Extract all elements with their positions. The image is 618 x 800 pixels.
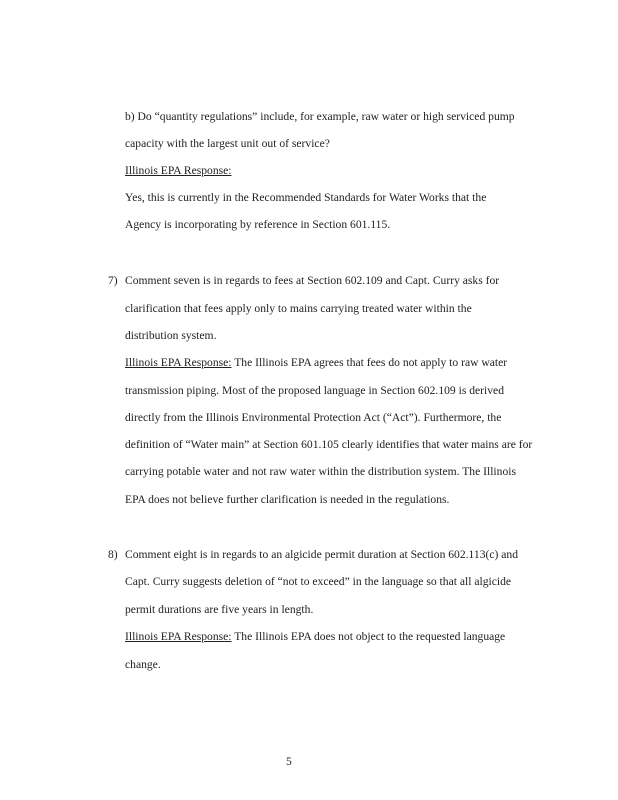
response-line: change. [125,658,161,671]
response-line: directly from the Illinois Environmental Protection Act (“Act”). Furthermore, the [125,411,502,424]
comment-line: distribution system. [125,329,217,342]
response-first-line [125,355,507,371]
comment-line: Comment seven is in regards to fees at Section 602.109 and Capt. Curry asks for [125,274,500,287]
response-line: carrying potable water and not raw water within the distribution system. The Illinois [125,465,516,478]
page-number: 5 [286,755,292,768]
response-label: Illinois EPA Response: [125,356,232,369]
response-label: Illinois EPA Response: [125,164,232,177]
comment-number: 7) [108,274,118,287]
response-line: Agency is incorporating by reference in Section 601.115. [125,218,391,231]
response-text: The Illinois EPA does not object to the requested language [231,630,506,643]
comment-line: permit durations are five years in length. [125,603,314,616]
response-line: transmission piping. Most of the proposed language in Section 602.109 is derived [125,384,505,397]
comment-line: Capt. Curry suggests deletion of “not to exceed” in the language so that all algicide [125,575,512,588]
response-text: The Illinois EPA agrees that fees do not apply to raw water [231,356,508,369]
comment-line: Comment eight is in regards to an algicide permit duration at Section 602.113(c) and [125,548,519,561]
comment-number: 8) [108,548,118,561]
item-b-line: b) Do “quantity regulations” include, for example, raw water or high serviced pump [125,110,515,123]
response-line: Yes, this is currently in the Recommended Standards for Water Works that the [125,191,487,204]
response-first-line [125,629,505,645]
response-line: EPA does not believe further clarification is needed in the regulations. [125,493,450,506]
comment-line: clarification that fees apply only to mains carrying treated water within the [125,302,472,315]
response-line: definition of “Water main” at Section 601.105 clearly identifies that water mains are for [125,438,533,451]
item-b-line: capacity with the largest unit out of service? [125,137,330,150]
response-label: Illinois EPA Response: [125,630,232,643]
